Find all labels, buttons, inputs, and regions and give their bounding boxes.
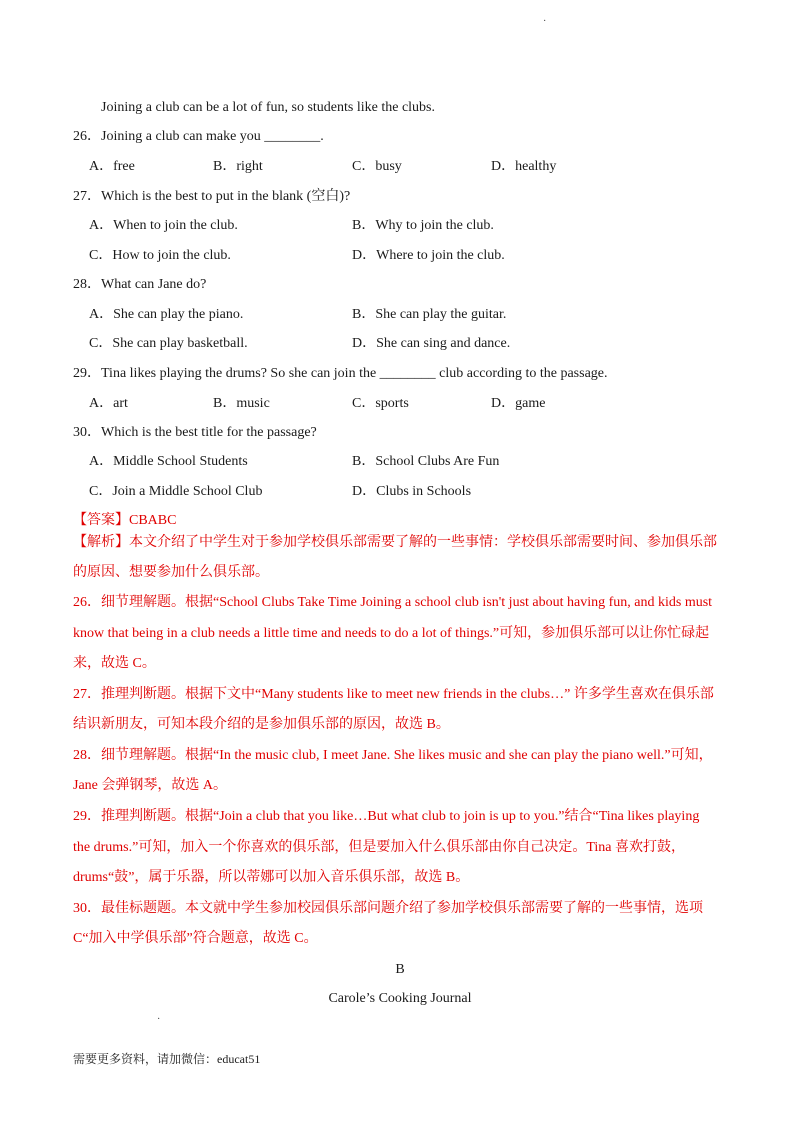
question-28-stem: 28．What can Jane do? — [73, 277, 207, 292]
question-26-option-a[interactable]: A．free — [89, 159, 135, 174]
explanation-line: C“加入中学俱乐部”符合题意，故选 C。 — [73, 931, 318, 946]
answer-key: 【答案】CBABC — [73, 513, 177, 528]
question-29-option-c[interactable]: C．sports — [352, 396, 409, 411]
question-28-option-d[interactable]: D．She can sing and dance. — [352, 336, 511, 351]
question-27-option-a[interactable]: A．When to join the club. — [89, 218, 238, 233]
explanation-line: 结识新朋友，可知本段介绍的是参加俱乐部的原因，故选 B。 — [73, 717, 450, 732]
footer-note: 需要更多资料，请加微信：educat51 — [73, 1052, 261, 1066]
explanation-line: 30．最佳标题题。本文就中学生参加校园俱乐部问题介绍了参加学校俱乐部需要了解的一些事情，选项 — [73, 901, 703, 916]
explanation-line: know that being in a club needs a little time and needs to do a lot of things.”可知，参加俱乐部可以让你忙碌起 — [73, 626, 710, 641]
explanation-line: 的原因、想要参加什么俱乐部。 — [73, 565, 269, 580]
explanation-line: 26．细节理解题。根据“School Clubs Take Time Joining a school club isn't just about having fun, and kids must — [73, 595, 713, 610]
question-30-option-d[interactable]: D．Clubs in Schools — [352, 484, 472, 499]
question-29-option-d[interactable]: D．game — [491, 396, 546, 411]
explanation-line: 28．细节理解题。根据“In the music club, I meet Jane. She likes music and she can play the piano well.”可知， — [73, 748, 713, 763]
question-26-stem: 26．Joining a club can make you ________. — [73, 129, 324, 144]
question-29-option-a[interactable]: A．art — [89, 396, 128, 411]
header-dot: · — [543, 16, 547, 27]
section-letter: B — [395, 962, 405, 977]
question-27-option-b[interactable]: B．Why to join the club. — [352, 218, 494, 233]
passage-title: Carole’s Cooking Journal — [328, 991, 472, 1006]
question-30-stem: 30．Which is the best title for the passage? — [73, 425, 317, 440]
question-27-option-c[interactable]: C．How to join the club. — [89, 248, 231, 263]
question-26-option-b[interactable]: B．right — [213, 159, 263, 174]
question-30-option-a[interactable]: A．Middle School Students — [89, 454, 248, 469]
passage-closing-sentence: Joining a club can be a lot of fun, so students like the clubs. — [101, 100, 435, 115]
question-28-option-c[interactable]: C．She can play basketball. — [89, 336, 248, 351]
question-27-option-d[interactable]: D．Where to join the club. — [352, 248, 505, 263]
question-29-option-b[interactable]: B．music — [213, 396, 270, 411]
explanation-line: 27．推理判断题。根据下文中“Many students like to meet new friends in the clubs…” 许多学生喜欢在俱乐部 — [73, 687, 714, 702]
question-28-option-a[interactable]: A．She can play the piano. — [89, 307, 244, 322]
question-30-option-b[interactable]: B．School Clubs Are Fun — [352, 454, 500, 469]
question-29-stem: 29．Tina likes playing the drums? So she can join the ________ club according to the passage. — [73, 366, 608, 381]
question-27-stem: 27．Which is the best to put in the blank (空白)? — [73, 189, 351, 204]
explanation-line: Jane 会弹钢琴，故选 A。 — [73, 778, 227, 793]
question-28-option-b[interactable]: B．She can play the guitar. — [352, 307, 507, 322]
question-30-option-c[interactable]: C．Join a Middle School Club — [89, 484, 263, 499]
explanation-line: drums“鼓”，属于乐器，所以蒂娜可以加入音乐俱乐部，故选 B。 — [73, 870, 470, 885]
explanation-line: 来，故选 C。 — [73, 656, 156, 671]
explanation-line: 【解析】本文介绍了中学生对于参加学校俱乐部需要了解的一些事情：学校俱乐部需要时间、参加俱乐部 — [73, 535, 717, 550]
bottom-dot: · — [157, 1014, 161, 1025]
question-26-option-c[interactable]: C．busy — [352, 159, 402, 174]
explanation-line: 29．推理判断题。根据“Join a club that you like…But what club to join is up to you.”结合“Tina likes playing — [73, 809, 700, 824]
question-26-option-d[interactable]: D．healthy — [491, 159, 557, 174]
explanation-line: the drums.”可知，加入一个你喜欢的俱乐部，但是要加入什么俱乐部由你自己决定。Tina 喜欢打鼓， — [73, 840, 685, 855]
